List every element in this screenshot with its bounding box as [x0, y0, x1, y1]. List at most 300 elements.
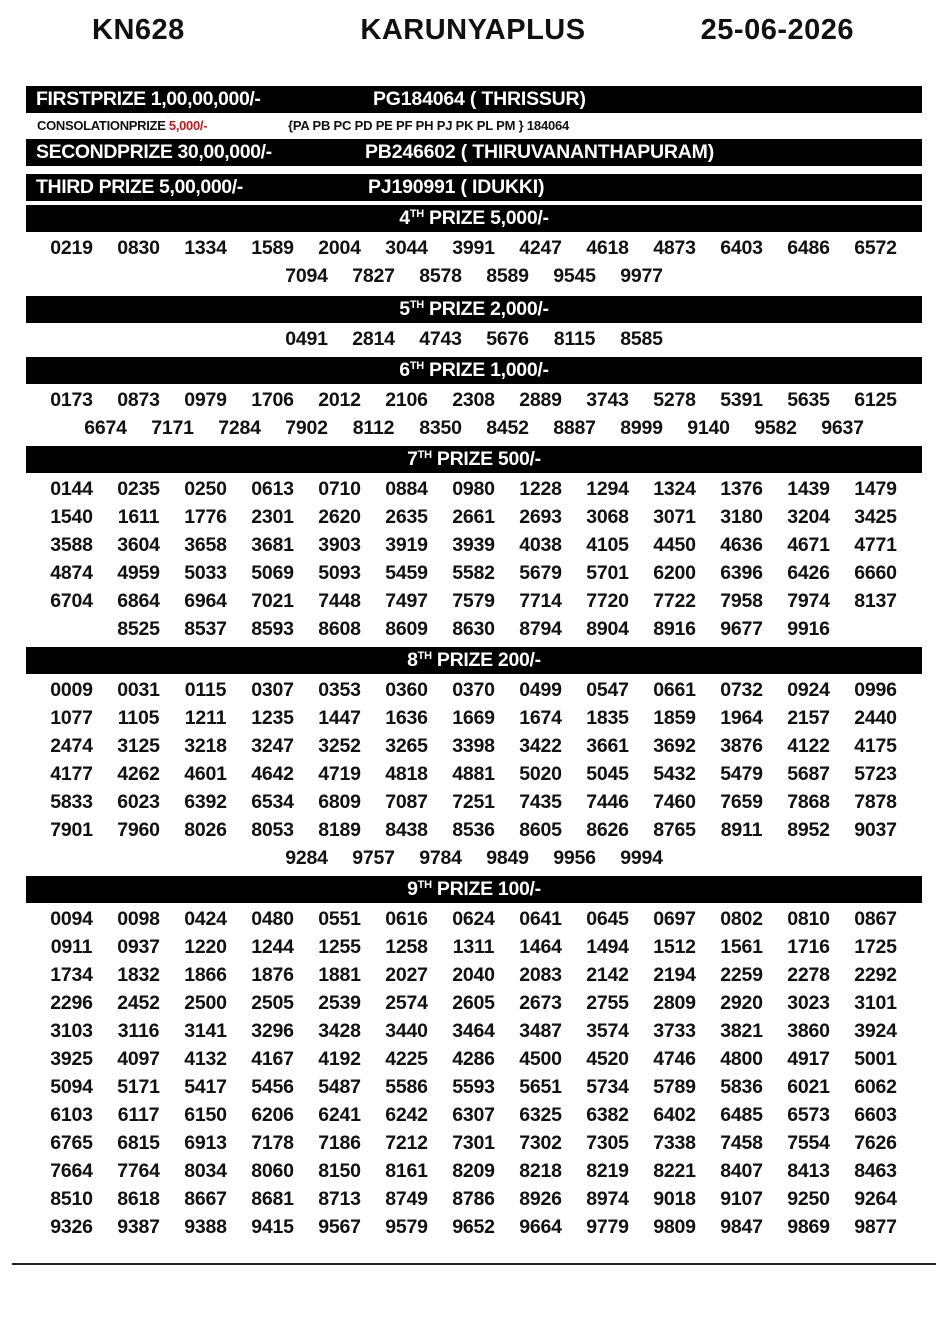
eighth-prize-bar: [26, 647, 922, 674]
ticket-number: 3487: [519, 1020, 562, 1042]
ticket-number: 4105: [586, 534, 629, 556]
ticket-number: 5033: [184, 562, 227, 584]
ticket-number: 8765: [653, 819, 696, 841]
ticket-number: 3991: [452, 237, 495, 259]
ticket-number: 0307: [251, 679, 294, 701]
fourth-prize-bar: [26, 205, 922, 232]
ticket-number: 0009: [50, 679, 93, 701]
prize-ordinal-suffix: TH: [409, 360, 424, 372]
ticket-number: 5651: [519, 1076, 562, 1098]
consolation-amount: 5,000/-: [168, 118, 208, 133]
ticket-number: 4247: [519, 237, 562, 259]
ticket-number: 5093: [318, 562, 361, 584]
ticket-number: 8112: [352, 417, 395, 439]
ticket-number: 4601: [184, 763, 227, 785]
ticket-number: 3876: [720, 735, 763, 757]
ninth-prize-bar: [26, 876, 922, 903]
ticket-number: 4038: [519, 534, 562, 556]
ticket-number: 7497: [385, 590, 428, 612]
ticket-number: 7460: [653, 791, 696, 813]
ticket-number: 3247: [251, 735, 294, 757]
ticket-number: 8904: [586, 618, 629, 640]
ticket-number: 9037: [854, 819, 897, 841]
ticket-number: 0911: [50, 936, 93, 958]
ticket-number: 3860: [787, 1020, 830, 1042]
ticket-number: 6396: [720, 562, 763, 584]
prize-title: PRIZE 200/-: [431, 649, 541, 671]
ticket-number: 2296: [50, 992, 93, 1014]
ticket-number: 1235: [251, 707, 294, 729]
ticket-number: 0094: [50, 908, 93, 930]
ticket-number: 5582: [452, 562, 495, 584]
ticket-number: 8034: [184, 1160, 227, 1182]
ticket-number: 7958: [720, 590, 763, 612]
ticket-number: 2440: [854, 707, 897, 729]
ticket-number: 5836: [720, 1076, 763, 1098]
ticket-number: 9877: [854, 1216, 897, 1238]
ticket-number: 2083: [519, 964, 562, 986]
ticket-number: 9582: [754, 417, 797, 439]
ticket-number: 8952: [787, 819, 830, 841]
prize-ordinal-suffix: TH: [417, 879, 432, 891]
ticket-number: 5679: [519, 562, 562, 584]
ticket-number: 1258: [385, 936, 428, 958]
ticket-number: 1105: [117, 707, 160, 729]
ticket-number: 2539: [318, 992, 361, 1014]
ticket-number: 8026: [184, 819, 227, 841]
ticket-number: 4771: [854, 534, 897, 556]
ticket-number: 1669: [452, 707, 495, 729]
ticket-number: 6103: [50, 1104, 93, 1126]
ticket-number: 7178: [251, 1132, 294, 1154]
ticket-number: 3044: [385, 237, 428, 259]
ticket-number: 0873: [117, 389, 160, 411]
ticket-number: 3588: [50, 534, 93, 556]
ticket-number: 1540: [50, 506, 93, 528]
ticket-number: 8667: [184, 1188, 227, 1210]
ticket-number: 0424: [184, 908, 227, 930]
ticket-number: 2040: [452, 964, 495, 986]
ticket-number: 1716: [787, 936, 830, 958]
ticket-number: 3422: [519, 735, 562, 757]
ticket-number: 4881: [452, 763, 495, 785]
ticket-number: 8221: [653, 1160, 696, 1182]
ticket-number: 1859: [653, 707, 696, 729]
ticket-number: 5487: [318, 1076, 361, 1098]
ticket-number: 0250: [184, 478, 227, 500]
ticket-number: 9677: [720, 618, 763, 640]
ticket-number: 4874: [50, 562, 93, 584]
consolation-label-text: CONSOLATIONPRIZE: [37, 118, 169, 133]
ticket-number: 7626: [854, 1132, 897, 1154]
ticket-number: 0830: [117, 237, 160, 259]
ticket-number: 9784: [419, 847, 462, 869]
ticket-number: 9637: [821, 417, 864, 439]
ticket-number: 1611: [117, 506, 160, 528]
ticket-number: 2474: [50, 735, 93, 757]
ticket-number: 5723: [854, 763, 897, 785]
ticket-number: 9284: [285, 847, 328, 869]
prize-ordinal: 7: [407, 448, 418, 470]
ticket-number: 3692: [653, 735, 696, 757]
ticket-number: 7212: [385, 1132, 428, 1154]
ticket-number: 7251: [452, 791, 495, 813]
ticket-number: 5094: [50, 1076, 93, 1098]
ticket-number: 0480: [251, 908, 294, 930]
ticket-number: 6021: [787, 1076, 830, 1098]
ticket-number: 9652: [452, 1216, 495, 1238]
ticket-number: 3440: [385, 1020, 428, 1042]
ticket-number: 6573: [787, 1104, 830, 1126]
ticket-number: 7659: [720, 791, 763, 813]
ticket-number: 8536: [452, 819, 495, 841]
ticket-number: 3925: [50, 1048, 93, 1070]
ticket-number: 4175: [854, 735, 897, 757]
ticket-number: 1255: [318, 936, 361, 958]
ticket-number: 7094: [285, 265, 328, 287]
ticket-number: 1512: [653, 936, 696, 958]
consolation-label: [37, 113, 207, 139]
ticket-number: 5069: [251, 562, 294, 584]
ticket-number: 9264: [854, 1188, 897, 1210]
ticket-number: 2673: [519, 992, 562, 1014]
ticket-number: 2004: [318, 237, 361, 259]
ticket-number: 1334: [184, 237, 227, 259]
ticket-number: 9388: [184, 1216, 227, 1238]
ticket-number: 9757: [352, 847, 395, 869]
ticket-number: 8749: [385, 1188, 428, 1210]
ticket-number: 7868: [787, 791, 830, 813]
ticket-number: 2814: [352, 328, 395, 350]
ticket-number: 7827: [352, 265, 395, 287]
ticket-number: 7301: [452, 1132, 495, 1154]
ticket-number: 5789: [653, 1076, 696, 1098]
ticket-number: 3939: [452, 534, 495, 556]
ticket-number: 4746: [653, 1048, 696, 1070]
ticket-number: 8219: [586, 1160, 629, 1182]
ticket-number: 0710: [318, 478, 361, 500]
eighth-prize-numbers: [38, 674, 922, 848]
ticket-number: 7714: [519, 590, 562, 612]
ticket-number: 7902: [285, 417, 328, 439]
ticket-number: 2308: [452, 389, 495, 411]
prize-ordinal-suffix: TH: [409, 299, 424, 311]
ticket-number: 8209: [452, 1160, 495, 1182]
prize-ordinal-suffix: TH: [417, 449, 432, 461]
ticket-number: 4917: [787, 1048, 830, 1070]
ticket-number: 1311: [452, 936, 495, 958]
ticket-number: 7087: [385, 791, 428, 813]
ticket-number: 2920: [720, 992, 763, 1014]
ticket-number: 6485: [720, 1104, 763, 1126]
ticket-number: 5593: [452, 1076, 495, 1098]
ticket-number: 4642: [251, 763, 294, 785]
ticket-number: 0115: [184, 679, 227, 701]
ticket-number: 8060: [251, 1160, 294, 1182]
ticket-number: 9326: [50, 1216, 93, 1238]
ticket-number: 8794: [519, 618, 562, 640]
ticket-number: 8578: [419, 265, 462, 287]
ticket-number: 7305: [586, 1132, 629, 1154]
ticket-number: 0802: [720, 908, 763, 930]
ticket-number: 5833: [50, 791, 93, 813]
ticket-number: 2661: [452, 506, 495, 528]
ticket-number: 6200: [653, 562, 696, 584]
ticket-number: 8589: [486, 265, 529, 287]
ticket-number: 7764: [117, 1160, 160, 1182]
ticket-number: 8999: [620, 417, 663, 439]
ticket-number: 9809: [653, 1216, 696, 1238]
ticket-number: 7878: [854, 791, 897, 813]
ticket-number: 7021: [251, 590, 294, 612]
ticket-number: 0547: [586, 679, 629, 701]
prize-title: PRIZE 1,000/-: [423, 359, 549, 381]
ticket-number: 3141: [184, 1020, 227, 1042]
ticket-number: 1776: [184, 506, 227, 528]
prize-ordinal: 9: [407, 878, 418, 900]
page-header: [0, 14, 946, 54]
ticket-number: 2301: [251, 506, 294, 528]
ticket-number: 1211: [184, 707, 227, 729]
ticket-number: 6765: [50, 1132, 93, 1154]
ticket-number: 0937: [117, 936, 160, 958]
third-prize-bar: [26, 174, 922, 201]
ticket-number: 1244: [251, 936, 294, 958]
ticket-number: 3180: [720, 506, 763, 528]
ticket-number: 6809: [318, 791, 361, 813]
ticket-number: 9779: [586, 1216, 629, 1238]
ticket-number: 2292: [854, 964, 897, 986]
ticket-number: 0641: [519, 908, 562, 930]
ticket-number: 8350: [419, 417, 462, 439]
ticket-number: 5045: [586, 763, 629, 785]
ticket-number: 2259: [720, 964, 763, 986]
ticket-number: 6241: [318, 1104, 361, 1126]
ticket-number: 6603: [854, 1104, 897, 1126]
ticket-number: 4618: [586, 237, 629, 259]
ticket-number: 9579: [385, 1216, 428, 1238]
ticket-number: 9018: [653, 1188, 696, 1210]
ticket-number: 7722: [653, 590, 696, 612]
ticket-number: 6660: [854, 562, 897, 584]
ticket-number: 3743: [586, 389, 629, 411]
ninth-prize-numbers: [38, 903, 922, 1245]
ticket-number: 1228: [519, 478, 562, 500]
ticket-number: 3068: [586, 506, 629, 528]
second-prize-winner: PB246602 ( THIRUVANANTHAPURAM): [365, 141, 715, 163]
ticket-number: 8630: [452, 618, 495, 640]
ticket-number: 8161: [385, 1160, 428, 1182]
ticket-number: 5687: [787, 763, 830, 785]
ticket-number: 5171: [117, 1076, 160, 1098]
ticket-number: 5278: [653, 389, 696, 411]
third-prize-winner: PJ190991 ( IDUKKI): [368, 176, 545, 198]
ticket-number: 5001: [854, 1048, 897, 1070]
ticket-number: 9916: [787, 618, 830, 640]
ticket-number: 8681: [251, 1188, 294, 1210]
ticket-number: 4262: [117, 763, 160, 785]
sixth-prize-last-row: [26, 414, 922, 446]
ticket-number: 8218: [519, 1160, 562, 1182]
draw-date: 25-06-2026: [700, 14, 854, 46]
seventh-prize-last-row: [105, 615, 922, 647]
ticket-number: 7554: [787, 1132, 830, 1154]
ticket-number: 4122: [787, 735, 830, 757]
ticket-number: 8137: [854, 590, 897, 612]
ticket-number: 2620: [318, 506, 361, 528]
ticket-number: 4671: [787, 534, 830, 556]
ticket-number: 1294: [586, 478, 629, 500]
ticket-number: 4225: [385, 1048, 428, 1070]
ticket-number: 0613: [251, 478, 294, 500]
ticket-number: 8593: [251, 618, 294, 640]
ticket-number: 6815: [117, 1132, 160, 1154]
ticket-number: 0031: [117, 679, 160, 701]
ticket-number: 4500: [519, 1048, 562, 1070]
ticket-number: 8911: [720, 819, 763, 841]
ticket-number: 2605: [452, 992, 495, 1014]
ticket-number: 2574: [385, 992, 428, 1014]
ticket-number: 1725: [854, 936, 897, 958]
ticket-number: 1876: [251, 964, 294, 986]
ticket-number: 6864: [117, 590, 160, 612]
ticket-number: 0980: [452, 478, 495, 500]
ticket-number: 8189: [318, 819, 361, 841]
ticket-number: 6062: [854, 1076, 897, 1098]
ticket-number: 3252: [318, 735, 361, 757]
ticket-number: 1636: [385, 707, 428, 729]
ticket-number: 7171: [151, 417, 194, 439]
ticket-number: 1447: [318, 707, 361, 729]
ticket-number: 6402: [653, 1104, 696, 1126]
ticket-number: 2278: [787, 964, 830, 986]
ticket-number: 6426: [787, 562, 830, 584]
ticket-number: 5391: [720, 389, 763, 411]
prize-title: PRIZE 5,000/-: [423, 207, 549, 229]
ticket-number: 0370: [452, 679, 495, 701]
ticket-number: 4743: [419, 328, 462, 350]
ticket-number: 9869: [787, 1216, 830, 1238]
ticket-number: 8115: [553, 328, 596, 350]
ticket-number: 6206: [251, 1104, 294, 1126]
ticket-number: 0697: [653, 908, 696, 930]
ticket-number: 8537: [184, 618, 227, 640]
ticket-number: 5432: [653, 763, 696, 785]
ticket-number: 7579: [452, 590, 495, 612]
ticket-number: 2142: [586, 964, 629, 986]
ticket-number: 8438: [385, 819, 428, 841]
ticket-number: 7284: [218, 417, 261, 439]
prize-ordinal: 8: [407, 649, 418, 671]
ticket-number: 9977: [620, 265, 663, 287]
consolation-prize-row: [26, 113, 922, 139]
ticket-number: 2106: [385, 389, 428, 411]
ticket-number: 0219: [50, 237, 93, 259]
ticket-number: 4520: [586, 1048, 629, 1070]
ticket-number: 7720: [586, 590, 629, 612]
ticket-number: 6913: [184, 1132, 227, 1154]
ticket-number: 9107: [720, 1188, 763, 1210]
ticket-number: 5586: [385, 1076, 428, 1098]
third-prize-label: THIRD PRIZE 5,00,000/-: [36, 176, 243, 198]
seventh-prize-bar: [26, 446, 922, 473]
ticket-number: 0353: [318, 679, 361, 701]
ticket-number: 5635: [787, 389, 830, 411]
ticket-number: 0098: [117, 908, 160, 930]
ticket-number: 8585: [620, 328, 663, 350]
sixth-prize-bar: [26, 357, 922, 384]
ticket-number: 5020: [519, 763, 562, 785]
draw-code: KN628: [92, 14, 185, 46]
ticket-number: 2012: [318, 389, 361, 411]
ticket-number: 6325: [519, 1104, 562, 1126]
ticket-number: 3204: [787, 506, 830, 528]
ticket-number: 0624: [452, 908, 495, 930]
prize-title: PRIZE 2,000/-: [423, 298, 549, 320]
ticket-number: 7446: [586, 791, 629, 813]
ticket-number: 2693: [519, 506, 562, 528]
ticket-number: 9387: [117, 1216, 160, 1238]
ticket-number: 4286: [452, 1048, 495, 1070]
prize-title: PRIZE 100/-: [431, 878, 541, 900]
ticket-number: 6486: [787, 237, 830, 259]
ticket-number: 3296: [251, 1020, 294, 1042]
ticket-number: 3464: [452, 1020, 495, 1042]
ticket-number: 5734: [586, 1076, 629, 1098]
ticket-number: 0616: [385, 908, 428, 930]
ticket-number: 7448: [318, 590, 361, 612]
ticket-number: 2635: [385, 506, 428, 528]
ticket-number: 9415: [251, 1216, 294, 1238]
prize-ordinal-suffix: TH: [417, 650, 432, 662]
fifth-prize-bar: [26, 296, 922, 323]
ticket-number: 7338: [653, 1132, 696, 1154]
ticket-number: 5701: [586, 562, 629, 584]
ticket-number: 3821: [720, 1020, 763, 1042]
ticket-number: 1674: [519, 707, 562, 729]
ticket-number: 9250: [787, 1188, 830, 1210]
ticket-number: 1835: [586, 707, 629, 729]
ticket-number: 0979: [184, 389, 227, 411]
ticket-number: 3125: [117, 735, 160, 757]
ticket-number: 9849: [486, 847, 529, 869]
ticket-number: 1464: [519, 936, 562, 958]
ticket-number: 8786: [452, 1188, 495, 1210]
ticket-number: 2500: [184, 992, 227, 1014]
ticket-number: 1077: [50, 707, 93, 729]
ticket-number: 6674: [84, 417, 127, 439]
ticket-number: 2194: [653, 964, 696, 986]
prize-ordinal: 5: [399, 298, 410, 320]
ticket-number: 3218: [184, 735, 227, 757]
ticket-number: 8609: [385, 618, 428, 640]
ticket-number: 6242: [385, 1104, 428, 1126]
ticket-number: 0235: [117, 478, 160, 500]
ticket-number: 0551: [318, 908, 361, 930]
ticket-number: 7458: [720, 1132, 763, 1154]
ticket-number: 4800: [720, 1048, 763, 1070]
ticket-number: 4177: [50, 763, 93, 785]
ticket-number: 3658: [184, 534, 227, 556]
ticket-number: 0499: [519, 679, 562, 701]
ticket-number: 4818: [385, 763, 428, 785]
ticket-number: 4132: [184, 1048, 227, 1070]
sixth-prize-numbers: [38, 384, 922, 418]
seventh-prize-numbers: [38, 473, 922, 619]
ticket-number: 0661: [653, 679, 696, 701]
ticket-number: 0645: [586, 908, 629, 930]
second-prize-bar: [26, 139, 922, 166]
